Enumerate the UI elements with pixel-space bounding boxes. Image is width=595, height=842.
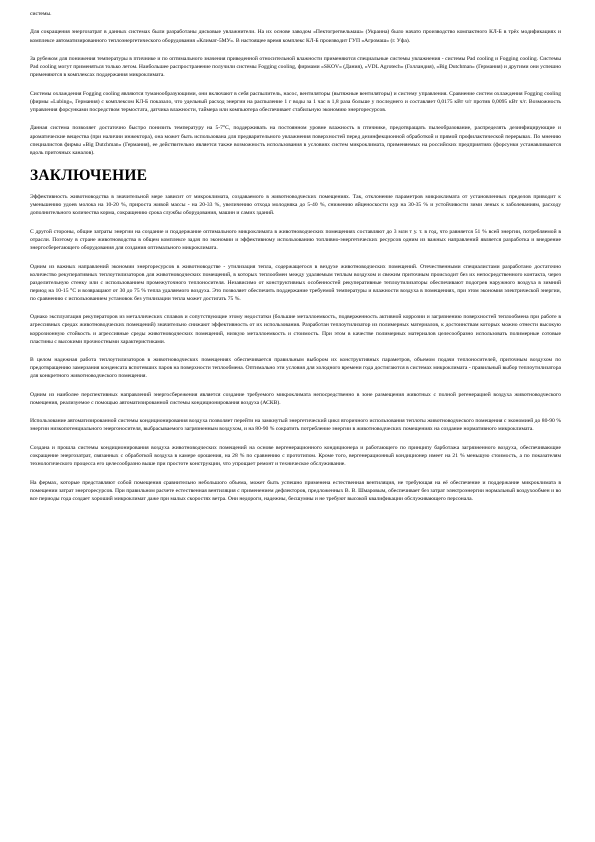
paragraph: На фермах, которые представляют собой помещения сравнительно небольшого объема, может быть успешно применена естественная вентиляция, не требующая на её обеспечение и поддержание микроклимата в помещении затрат энергоресурсов. При правильном расчете естественная вентиляция с применением дефлекторов, предложенных В. В. Шмаровым, обеспечивает без затрат электроэнергии нормальный воздухообмен и во все периоды года создает хороший микроклимат даже при малых скоростях ветра. Они недороги, надежны, бесшумны и не требуют высокой квалификации обслуживающего персонала. <box>30 479 561 502</box>
paragraph: Данная система позволяет достаточно быстро понизить температуру на 5-7°С, поддерживать на постоянном уровне влажность в птичнике, предотвращать пылеобразование, распределять дезинфицирующие и ароматические вещества (при наличии инжектора), она может быть использована для предварительного увлажнения поверхностей перед дезинфекционной обработкой и прямой профилактической перерывах. По мнению специалистов фирмы «Big Dutchman» (Германия), ее действительно является также возможность использования в условиях систем микроклимата, применяемых на российских предприятиях (форсунки устанавливаются вдоль приточных каналов). <box>30 125 561 156</box>
section-heading: ЗАКЛЮЧЕНИЕ <box>30 167 148 185</box>
paragraph: Одним из важных направлений экономии энергоресурсов в животноводстве - утилизация тепла, содержащегося в вездухе животноводческих помещений. Отечественными специалистами разработано достаточно количество рекуперативных теплоутилизаторов для животноводческих помещений, в которых теплообмен между удаляемым теплым воздухом и свежим приточным происходит без их непосредственного контакта, через разделительную стенку или с использованием промежуточного теплоносителя. Независимо от конструктивных особенностей рекуперативные теплоутилизаторы обеспечивают подогрев наружного воздуха в зимний период на 10-15 °С и возвращают от 30 до 75 % тепла удаляемого воздуха. Это позволяет обеспечить поддержание требуемой температуры и влажности воздуха в помещениях, при этом экономия электрической энергии, по сравнению с использованием установок без утилизации тепла может достигать 75 %. <box>30 263 561 302</box>
paragraph: Для сокращения энергозатрат в данных системах были разработаны дисковые увлажнители. На их основе заводом «Пектогрегвельмаш» (Украина) было начато производство компактного КЛ-Б в трёх модификациях и комплексе автоматизированного теплоэнергетического оборудования «Климат-5МУ». В настоящее время комплекс КЛ-Б производит ГУП «Агромаш» (г. Уфа). <box>30 29 561 44</box>
paragraph: В целом надежная работа теплоутилизаторов в животноводческих помещениях обеспечивается правильным выбором их конструктивных параметров, объемом подачи теплоносителей, приточным воздухом по предотвращению замерзания конденсата вспотевших паров на поверхности теплообмена. Оптимально эти условия для холодного времени года достигаются в системах микроклимата - правильный выбор теплоутилизатора для конкретного животноводческого помещения. <box>30 357 561 380</box>
paragraph: Использование автоматизированной системы кондиционирования воздуха позволяет перейти на замкнутый энергетический цикл вторичного использования теплоты животноводческого помещения с экономией до 80-90 % энергии низкопотенциального энергоносителя, выбрасываемого загрязненным воздухом, и на 80-90 % сократить потребление энергии в животноводческих помещениях на создание нормативного микроклимата. <box>30 418 561 433</box>
paragraph: С другой стороны, общие затраты энергии на создание и поддержание оптимального микроклимата в животноводческих помещениях составляют до 3 млн т у. т. в год, что равняется 51 % всей энергии, потребляемой в отрасли. Поэтому в стране животноводства в общем комплексе задач по экономии и эффективному использованию топливно-энергетических ресурсов одним из важных направлений является разработка и внедрение энергосберегающего оборудования для создания оптимального микроклимата. <box>30 228 561 252</box>
paragraph: За рубежом для понижения температуры в птичнике и по оптимального значения приведенной относительной влажности применяются специальные системы увлажнения - системы Pad cooling и Fogging cooling. Системы Pad cooling могут применяться только летом. Наибольшее распространение получили системы Fogging cooling, фирмами «SKOV» (Дания), «VDL Agrotech» (Голландия), «Big Dutchman» (Германия) и другими они успешно применяются в комплексах поддержания микроклимата. <box>30 56 561 79</box>
paragraph: Однако эксплуатация рекуператоров из металлических сплавов и сопутствующие этому недостатки (большие металлоемкость, подверженность активной коррозии и загрязнению поверхностей теплообмена при работе в агрессивных средах животноводческих помещений) значительно снижают эффективность от их использования. Разработан теплоутилизатор из полимерных материалов, к достоинствам которых можно отнести высокую коррозионную стойкость и агрессивные среды животноводческих помещений, низкую металлоемкость и стоимость. При этом в качестве полимерных материалов целесообразно использовать полимерные сотовые пластины с высокими прочностными характеристиками. <box>30 314 561 345</box>
paragraph: Одним из наиболее перспективных направлений энергосбережения является создание требуемого микроклимата непосредственно в зоне размещения животных с полной регенерацией воздуха животноводческого помещения, реализуемое с помощью автоматизированной системы кондиционирования воздуха (АСКВ). <box>30 391 561 406</box>
paragraph: Создана и прошла системы кондиционирования воздуха животноводческих помещений на основе вергенерационного кондиционера и работающего по принципу барботажа загрязненного воздуха, обеспечивающие сокращение энергозатрат, связанных с обработкой воздуха в камере орошения, на 28 % по сравнению с прототипом. Кроме того, вергенерационный кондиционер имеет на 21 % меньшую стоимость, а по показателям технологического процесса его целесообразно выше при простоте конструкции, что упрощает ремонт и техническое обслуживание. <box>30 444 561 468</box>
paragraph: Эффективность животноводства в значительной мере зависит от микроклимата, создаваемого в животноводческих помещениях. Так, отклонение параметров микроклимата от установленных пределов приводит к уменьшению удоев молока на 10-20 %, прироста живой массы - на 20-33 %, увеличению отхода молодняка до 5-40 %, снижению яйценоскости кур на 30-35 % и устойчивости зими леных к заболеваниям, расходу дополнительного количества корма, сокращению срока службы оборудования, машин и самих зданий. <box>30 194 561 217</box>
paragraph-fragment: системы. <box>30 11 52 17</box>
paragraph: Системы охлаждения Fogging cooling являются туманообразующими, они включают в себя распылитель, насос, вентиляторы (вытяжные вентиляторы) и систему управления. Сравнение систем охлаждения Fogging cooling (фирмы «Lubing», Германия) с комплексом КЛ-Б показало, что удельный расход энергии на распыление 1 г воды за 1 час в 1,8 раза больше у последнего и составляет 0,0175 кВт ч/г против 0,0095 кВт ч/г. Возможность управления форсунками посредством термостата, датчика влажности, таймера или компьютера обеспечивает стабильную экономию энергоресурсов. <box>30 90 561 113</box>
